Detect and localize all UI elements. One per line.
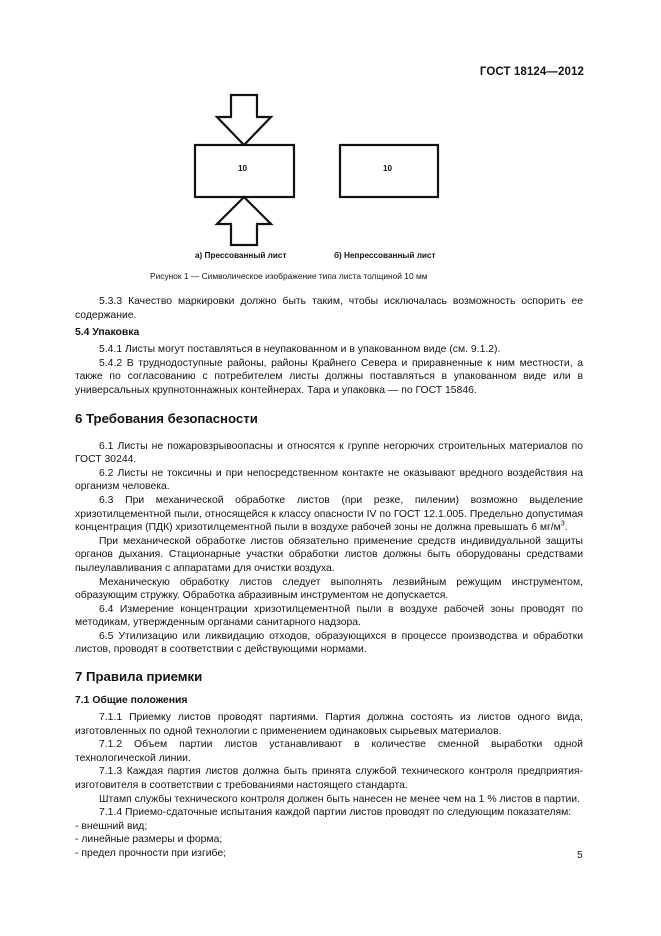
figure-label-a: а) Прессованный лист: [195, 251, 287, 260]
paragraph-6-3-text: 6.3 При механической обработке листов (при резке, пилении) возможно выделение хризотилцементной пыли, относящейся к классу опасности IV по ГОСТ 12.1.005. Предельно допустимая концентрация (ПДК) хризотилцементной пыли в воздухе рабочей зоны не должна превышать 6 мг/м: [75, 494, 583, 534]
text-column: [75, 295, 583, 861]
arrow-down-icon: [217, 95, 271, 145]
paragraph-6-1: 6.1 Листы не пожаровзрывоопасны и относятся к группе негорючих строительных материалов по ГОСТ 30244.: [75, 440, 583, 466]
list-item: - предел прочности при изгибе;: [75, 848, 227, 859]
section-7-title: 7 Правила приемки: [75, 669, 203, 685]
paragraph-5-3-3: 5.3.3 Качество маркировки должно быть таким, чтобы исключалась возможность оспорить ее содержание.: [75, 296, 583, 321]
section-7-1-title: 7.1 Общие положения: [75, 695, 188, 707]
figure-diagram: [0, 0, 661, 300]
box-a-value: 10: [238, 164, 248, 173]
list-item: - линейные размеры и форма;: [75, 834, 223, 846]
paragraph-6-4: 6.4 Измерение концентрации хризотилцементной пыли в воздухе рабочей зоны проводят по методикам, утвержденным органами санитарного надзора.: [75, 603, 583, 629]
paragraph-6-3-tools: Механическую обработку листов следует выполнять лезвийным режущим инструментом, образующим стружку. Обработка абразивным инструментом не допускается.: [75, 576, 583, 602]
list-item: - внешний вид;: [75, 820, 148, 832]
figure-label-b: б) Непрессованный лист: [334, 251, 436, 260]
box-b-value: 10: [383, 164, 393, 173]
paragraph-7-1-4: 7.1.4 Приемо-сдаточные испытания каждой партии листов проводят по следующим показателям:: [99, 807, 572, 819]
paragraph-7-1-2: 7.1.2 Объем партии листов устанавливают в количестве сменной выработки одной технологической линии.: [75, 739, 583, 764]
paragraph-5-4-1: 5.4.1 Листы могут поставляться в неупакованном и в упакованном виде (см. 9.1.2).: [99, 344, 501, 356]
paragraph-7-1-1: 7.1.1 Приемку листов проводят партиями. Партия должна состоять из листов одного вида, изготовленных по одной технологии с применением одинаковых сырьевых материалов.: [75, 712, 583, 737]
paragraph-6-3-protection: При механической обработке листов обязательно применение средств индивидуальной защиты органов дыхания. Стационарные участки обработки листов должны быть оборудованы средствами пылеулавливания с аппаратами для очистки воздуха.: [75, 535, 583, 574]
paragraph-5-4-2: 5.4.2 В труднодоступные районы, районы Крайнего Севера и приравненные к ним местности, а также по согласованию с потребителем листы должны поставляться в упакованном виде или в универсальных крупнотоннажных контейнерах. Тара и упаковка — по ГОСТ 15846.: [75, 357, 583, 396]
paragraph-6-5: 6.5 Утилизацию или ликвидацию отходов, образующихся в процессе производства и обработки листов, проводят в соответствии с действующими нормами.: [75, 630, 583, 656]
superscript-3: 3: [560, 520, 565, 528]
section-6-title: 6 Требования безопасности: [75, 410, 258, 426]
document-code: ГОСТ 18124—2012: [479, 66, 584, 78]
arrow-up-icon: [217, 197, 271, 245]
section-5-4-title: 5.4 Упаковка: [75, 327, 140, 339]
paragraph-6-3-end: .: [564, 522, 568, 534]
paragraph-stamp: Штамп службы технического контроля должен быть нанесен не менее чем на 1 % листов в партии.: [99, 793, 580, 805]
figure-caption: Рисунок 1 — Символическое изображение типа листа толщиной 10 мм: [150, 271, 428, 281]
paragraph-6-3: [75, 494, 583, 535]
paragraph-7-1-3: 7.1.3 Каждая партия листов должна быть принята службой технического контроля предприятия-изготовителя в соответствии с требованиями настоящего стандарта.: [75, 766, 583, 792]
page-number: 5: [577, 850, 583, 861]
paragraph-6-2: 6.2 Листы не токсичны и при непосредственном контакте не оказывают вредного воздействия на организм человека.: [75, 467, 583, 493]
